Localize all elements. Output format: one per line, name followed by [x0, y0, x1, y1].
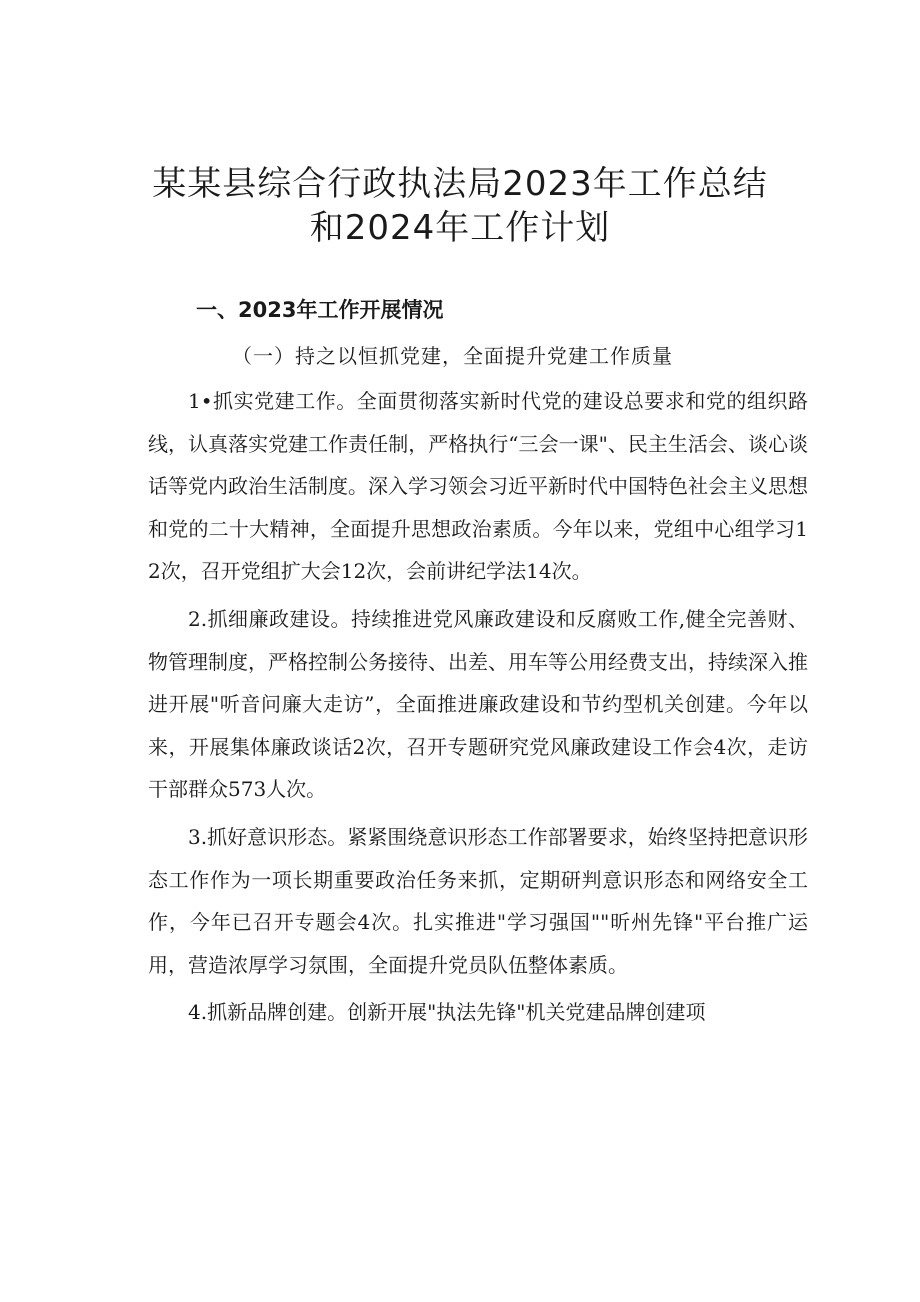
document-body	[148, 380, 808, 1039]
document-title-line-2: 和2024年工作计划	[309, 208, 611, 248]
paragraph-integrity: 2.抓细廉政建设。持续推进党风廉政建设和反腐败工作,健全完善财、物管理制度，严格控制公务接待、出差、用车等公用经费支出，持续深入推进开展"听音问廉大走访”，全面推进廉政建设和节约型机关创建。今年以来，开展集体廉政谈话2次，召开专题研究党风廉政建设工作会4次，走访干部群众573人次。	[148, 606, 808, 802]
paragraph-party-building: 1•抓实党建工作。全面贯彻落实新时代党的建设总要求和党的组织路线，认真落实党建工作责任制，严格执行“三会一课"、民主生活会、谈心谈话等党内政治生活制度。深入学习领会习近平新时代中国特色社会主义思想和党的二十大精神，全面提升思想政治素质。今年以来，党组中心组学习12次，召开党组扩大会12次，会前讲纪学法14次。	[148, 389, 808, 584]
section-heading-1: 一、2023年工作开展情况	[196, 298, 444, 322]
paragraph-ideology: 3.抓好意识形态。紧紧围绕意识形态工作部署要求，始终坚持把意识形态工作作为一项长期重要政治任务来抓，定期研判意识形态和网络安全工作，今年已召开专题会4次。扎实推进"学习强国""昕州先锋"平台推广运用，营造浓厚学习氛围，全面提升党员队伍整体素质。	[148, 824, 808, 977]
paragraph-brand-building: 4.抓新品牌创建。创新开展"执法先锋"机关党建品牌创建项	[188, 1000, 706, 1025]
document-title-line-1: 某某县综合行政执法局2023年工作总结	[152, 164, 768, 204]
subsection-heading-1: （一）持之以恒抓党建，全面提升党建工作质量	[232, 344, 673, 368]
